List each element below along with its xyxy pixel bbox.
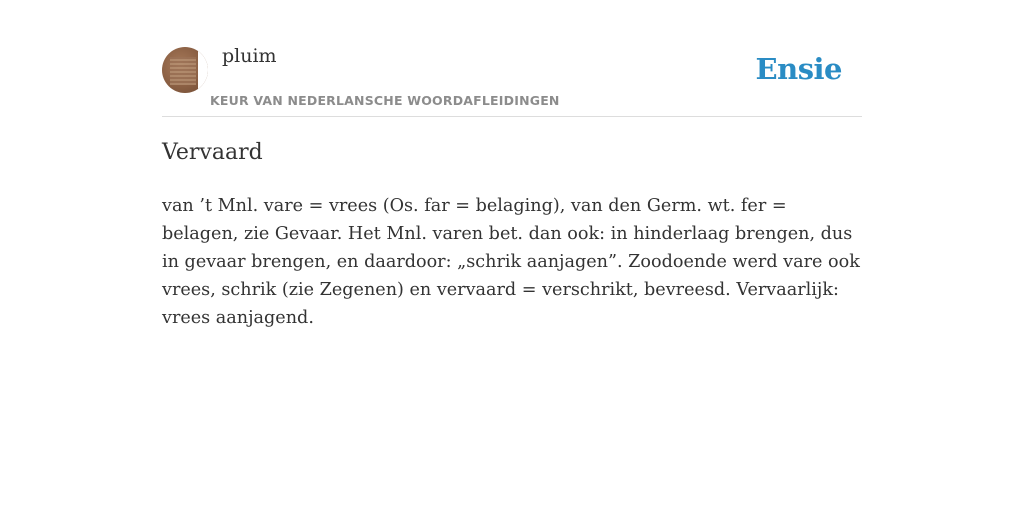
definition-text: van ’t Mnl. vare = vrees (Os. far = belaging), van den Germ. wt. fer = belagen, zie Gevaar. Het Mnl. varen bet. dan ook: in hinderlaag brengen, dus in gevaar brengen, en daardoor: „schrik aanjagen”. Zoodoende werd vare ook vrees, schrik (zie Zegenen) en vervaard = verschrikt, bevreesd. Vervaarlijk: vrees aanjagend. [162,196,860,328]
avatar[interactable] [162,47,208,93]
username-link[interactable]: pluim [222,45,277,67]
entry-header [162,0,862,117]
headword-title: Vervaard [162,140,263,165]
entry-card [162,0,862,328]
source-label[interactable]: KEUR VAN NEDERLANSCHE WOORDAFLEIDINGEN [210,93,560,108]
ensie-logo[interactable]: Ensie [755,52,842,86]
avatar-image [170,57,196,85]
